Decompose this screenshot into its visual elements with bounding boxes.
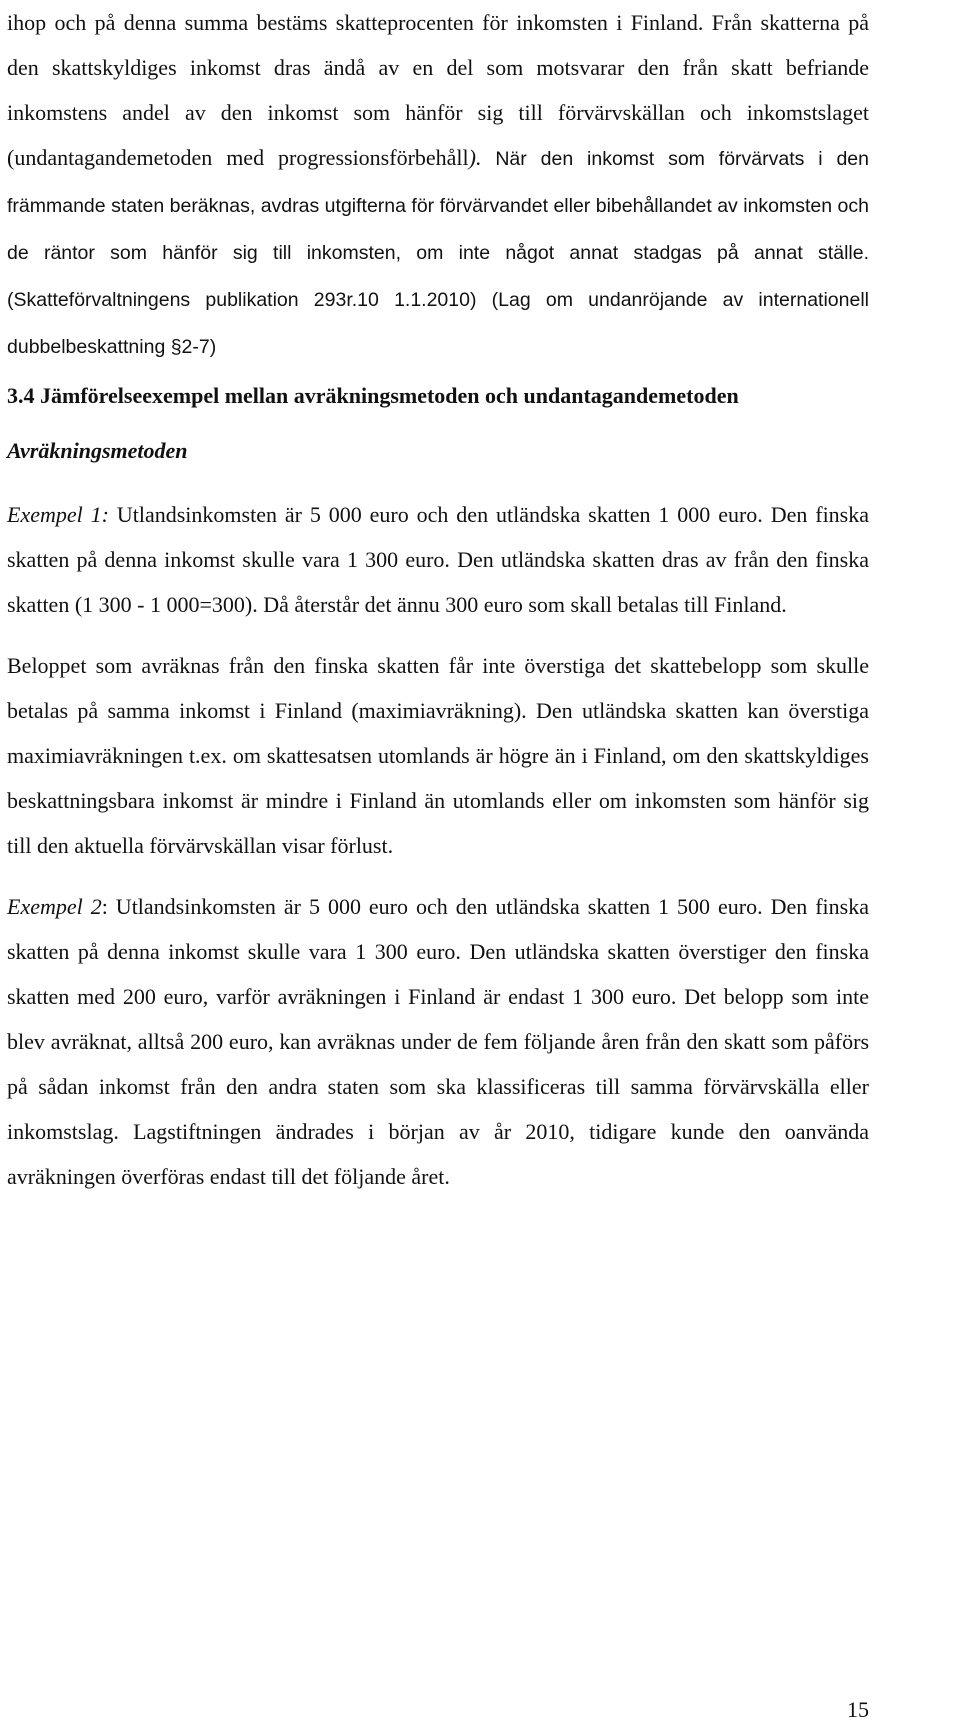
section-heading: 3.4 Jämförelseexempel mellan avräkningsmetoden och undantagandemetoden xyxy=(7,383,739,408)
maximiavrakning-paragraph: Beloppet som avräknas från den finska skatten får inte överstiga det skattebelopp som skulle betalas på samma inkomst i Finland (maximiavräkning). Den utländska skatten kan överstiga maximiavräkningen t.ex. om skattesatsen utomlands är högre än i Finland, om den skattskyldiges beskattningsbara inkomst är mindre i Finland än utomlands eller om inkomsten som hänför sig till den aktuella förvärvskällan visar förlust. xyxy=(7,653,869,858)
intro-text-part1: ihop och på denna summa bestäms skatteprocenten för inkomsten i Finland. Från skatterna på den skattskyldiges inkomst dras ändå av en del som motsvarar den från skatt befriande inkomstens andel av den inkomst som hänför sig till förvärvskällan och inkomstslaget (undantagandemetoden med progressionsförbehåll xyxy=(7,10,869,170)
example1-text: Utlandsinkomsten är 5 000 euro och den utländska skatten 1 000 euro. Den finska skatten på denna inkomst skulle vara 1 300 euro. Den utländska skatten dras av från den finska skatten (1 300 - 1 000=300). Då återstår det ännu 300 euro som skall betalas till Finland. xyxy=(7,502,870,617)
example2-paragraph xyxy=(7,884,869,1199)
intro-paragraph xyxy=(7,0,869,370)
example2-label: Exempel 2 xyxy=(7,894,102,919)
example2-text: : Utlandsinkomsten är 5 000 euro och den utländska skatten 1 500 euro. Den finska skatten på denna inkomst skulle vara 1 300 euro. Den utländska skatten överstiger den finska skatten med 200 euro, varför avräkningen i Finland är endast 1 300 euro. Det belopp som inte blev avräknat, alltså 200 euro, kan avräknas under de fem följande åren från den skatt som påförs på sådan inkomst från den andra staten som ska klassificeras till samma förvärvskälla eller inkomstslag. Lagstiftningen ändrades i början av år 2010, tidigare kunde den oanvända avräkningen överföras endast till det följande året. xyxy=(7,894,869,1189)
intro-text-part2: ). xyxy=(468,145,482,170)
page-number: 15 xyxy=(847,1697,869,1722)
document-page xyxy=(7,0,869,1199)
example1-label: Exempel 1: xyxy=(7,502,109,527)
intro-text-part3: När den inkomst som förvärvats i den främmande staten beräknas, avdras utgifterna för förvärvandet eller bibehållandet av inkomsten och de räntor som hänför sig till inkomsten, om inte något annat stadgas på annat ställe. (Skatteförvaltningens publikation 293r.10 1.1.2010) (Lag om undanröjande av internationell dubbelbeskattning §2-7) xyxy=(7,148,869,358)
section-subheading: Avräkningsmetoden xyxy=(7,438,188,463)
example1-paragraph xyxy=(7,492,869,627)
